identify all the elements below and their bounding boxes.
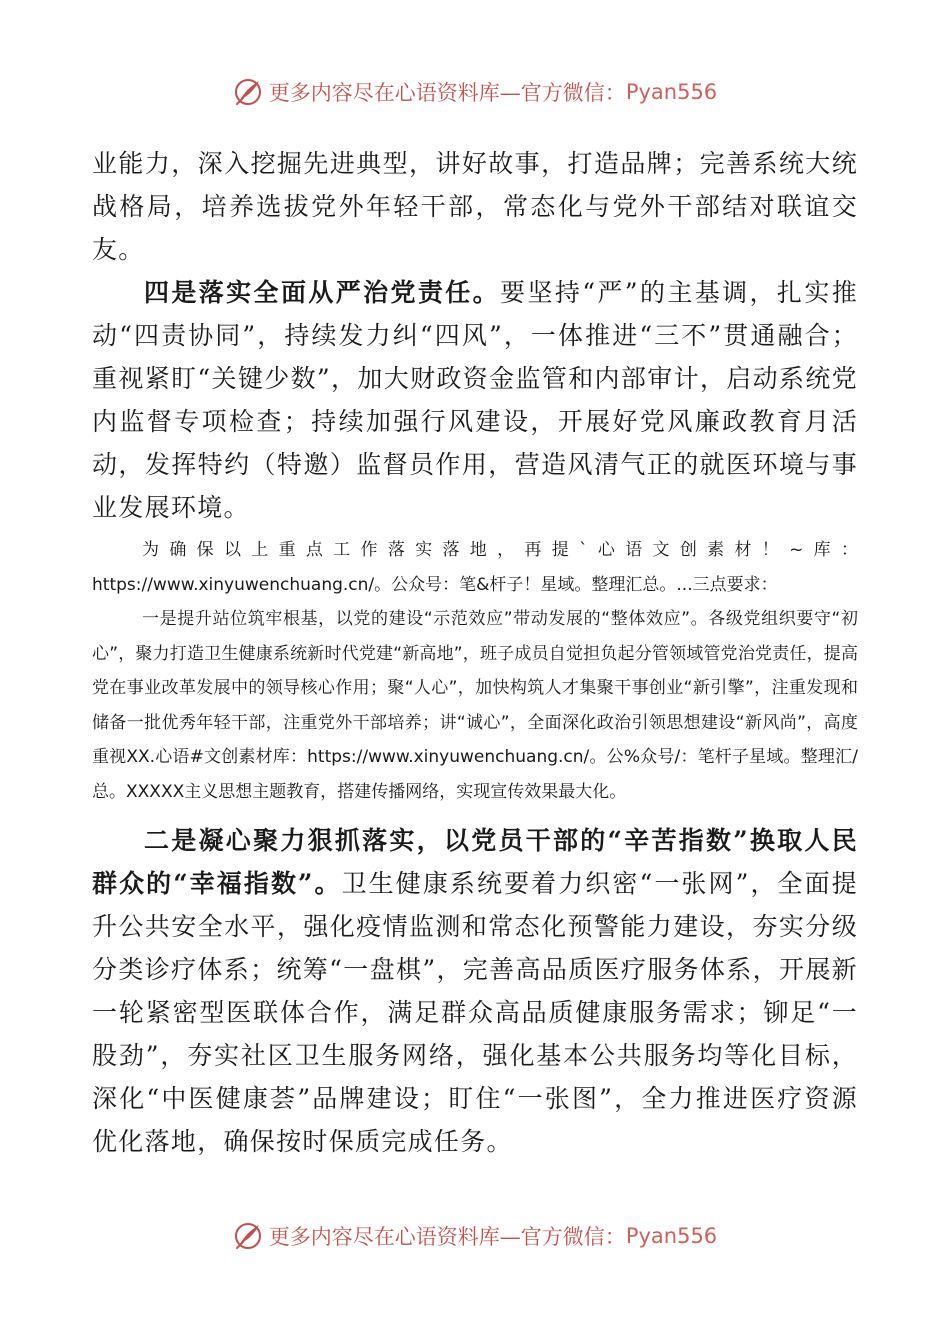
paragraph-point-two bbox=[92, 819, 858, 1163]
paragraph-body: 要坚持“严”的主基调，扎实推动“四责协同”，持续发力纠“四风”，一体推进“三不”贯通融合；重视紧盯“关键少数”，加大财政资金监管和内部审计，启动系统党内监督专项检查；持续加强行风建设，开展好党风廉政教育月活动，发挥特约（特邀）监督员作用，营造风清气正的就医环境与事业发展环境。 bbox=[92, 278, 859, 522]
footer-banner-text: 更多内容尽在心语资料库—官方微信： bbox=[268, 1225, 626, 1249]
footer-wechat-id: Pyan556 bbox=[625, 1224, 718, 1248]
header-banner-text: 更多内容尽在心语资料库—官方微信： bbox=[268, 81, 626, 105]
quill-logo-icon bbox=[233, 1221, 263, 1251]
footer-banner bbox=[0, 1216, 950, 1256]
paragraph-heading: 四是落实全面从严治党责任。 bbox=[144, 278, 501, 307]
paragraph-continuation: 业能力，深入挖掘先进典型，讲好故事，打造品牌；完善系统大统战格局，培养选拔党外年轻干部，常态化与党外干部结对联谊交友。 bbox=[92, 149, 858, 264]
paragraph-point-one: 一是提升站位筑牢根基，以党的建设“示范效应”带动发展的“整体效应”。各级党组织要守“初心”，聚力打造卫生健康系统新时代党建“新高地”，班子成员自觉担负起分管领域管党治党责任，提高党在事业改革发展中的领导核心作用；聚“人心”，加快构筑人才集聚干事创业“新引擎”，注重发现和储备一批优秀年轻干部，注重党外干部培养；讲“诚心”，全面深化政治引领思想建设“新风尚”，高度重视XX.心语#文创素材库：https://www.xinyuwenchuang.cn/。公%众号/：笔杆子星域。整理汇/总。XXXXX主义思想主题教育，搭建传播网络，实现宣传效果最大化。 bbox=[92, 609, 858, 802]
paragraph-heading: 二是凝心聚力狠抓落实，以党员干部的“辛苦指数”换取人民群众的“幸福指数”。 bbox=[92, 826, 858, 898]
document-body bbox=[92, 142, 858, 1163]
quill-logo-icon bbox=[233, 77, 263, 107]
header-wechat-id: Pyan556 bbox=[625, 80, 718, 104]
paragraph-body: 卫生健康系统要着力织密“一张网”，全面提升公共安全水平，强化疫情监测和常态化预警能力建设，夯实分级分类诊疗体系；统筹“一盘棋”，完善高品质医疗服务体系，开展新一轮紧密型医联体合作，满足群众高品质健康服务需求；铆足“一股劲”，夯实社区卫生服务网络，强化基本公共服务均等化目标，深化“中医健康荟”品牌建设；盯住“一张图”，全力推进医疗资源优化落地，确保按时保质完成任务。 bbox=[92, 869, 858, 1156]
paragraph-strict-governance bbox=[92, 271, 858, 529]
header-banner bbox=[0, 72, 950, 112]
paragraph-requirements-intro: 为确保以上重点工作落实落地，再提`心语文创素材！~库：https://www.xinyuwenchuang.cn/。公众号：笔&杆子！星域。整理汇总。...三点要求： bbox=[92, 540, 858, 595]
